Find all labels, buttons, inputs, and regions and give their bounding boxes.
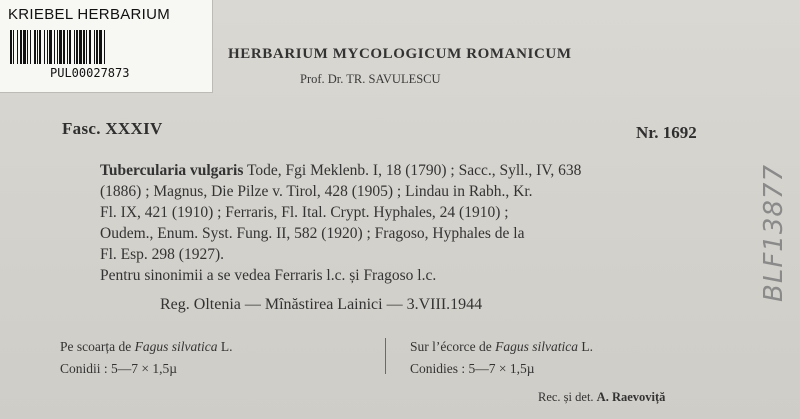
substrate-french <box>410 336 593 380</box>
conidia-line: Conidies : 5—7 × 1,5µ <box>410 361 535 376</box>
host-name: Fagus silvatica <box>495 339 578 354</box>
barcode-sticker <box>0 0 213 93</box>
species-name: Tubercularia vulgaris <box>100 162 244 179</box>
collector-name: A. Raevoviță <box>596 390 666 404</box>
taxonomy-text <box>100 160 712 286</box>
substrate-romanian <box>60 336 232 380</box>
barcode-image <box>10 30 202 64</box>
handwritten-annotation <box>748 160 796 305</box>
synonym-note: Pentru sinonimii a se vedea Ferraris l.c. și Fragoso l.c. <box>100 267 437 284</box>
text-line: Fl. IX, 421 (1910) ; Ferraris, Fl. Ital. Crypt. Hyphales, 24 (1910) ; <box>100 204 509 221</box>
text-line: Fl. Esp. 298 (1927). <box>100 246 224 263</box>
locality-line: Reg. Oltenia — Mînăstirea Lainici — 3.VIII.1944 <box>160 296 483 313</box>
substrate-line <box>60 336 232 358</box>
citation-text: Tode, Fgi Meklenb. I, 18 (1790) ; Sacc., Syll., IV, 638 <box>243 162 582 179</box>
svg-text:BLF13877: BLF13877 <box>759 164 789 302</box>
host-name: Fagus silvatica <box>134 339 218 354</box>
collector-prefix: Rec. și det. <box>538 390 597 404</box>
sticker-title: KRIEBEL HERBARIUM <box>8 6 171 23</box>
specimen-number: Nr. 1692 <box>636 123 697 142</box>
text-line: Oudem., Enum. Syst. Fung. II, 582 (1920) ; Fragoso, Hyphales de la <box>100 225 525 242</box>
collector-line <box>538 390 665 405</box>
conidia-line: Conidii : 5—7 × 1,5µ <box>60 361 178 376</box>
fascicle-number: Fasc. XXXIV <box>62 119 163 138</box>
barcode-number: PUL00027873 <box>50 66 130 80</box>
host-author: L. <box>217 339 233 354</box>
header-title: HERBARIUM MYCOLOGICUM ROMANICUM <box>228 46 572 62</box>
substrate-prefix: Sur l’écorce de <box>410 339 496 354</box>
host-author: L. <box>577 339 593 354</box>
text-line: (1886) ; Magnus, Die Pilze v. Tirol, 428 (1905) ; Lindau in Rabh., Kr. <box>100 183 533 200</box>
substrate-line <box>410 336 593 358</box>
text-line <box>100 160 712 181</box>
substrate-prefix: Pe scoarța de <box>60 339 135 354</box>
header-subtitle: Prof. Dr. TR. SAVULESCU <box>300 72 441 86</box>
column-divider <box>385 338 386 374</box>
